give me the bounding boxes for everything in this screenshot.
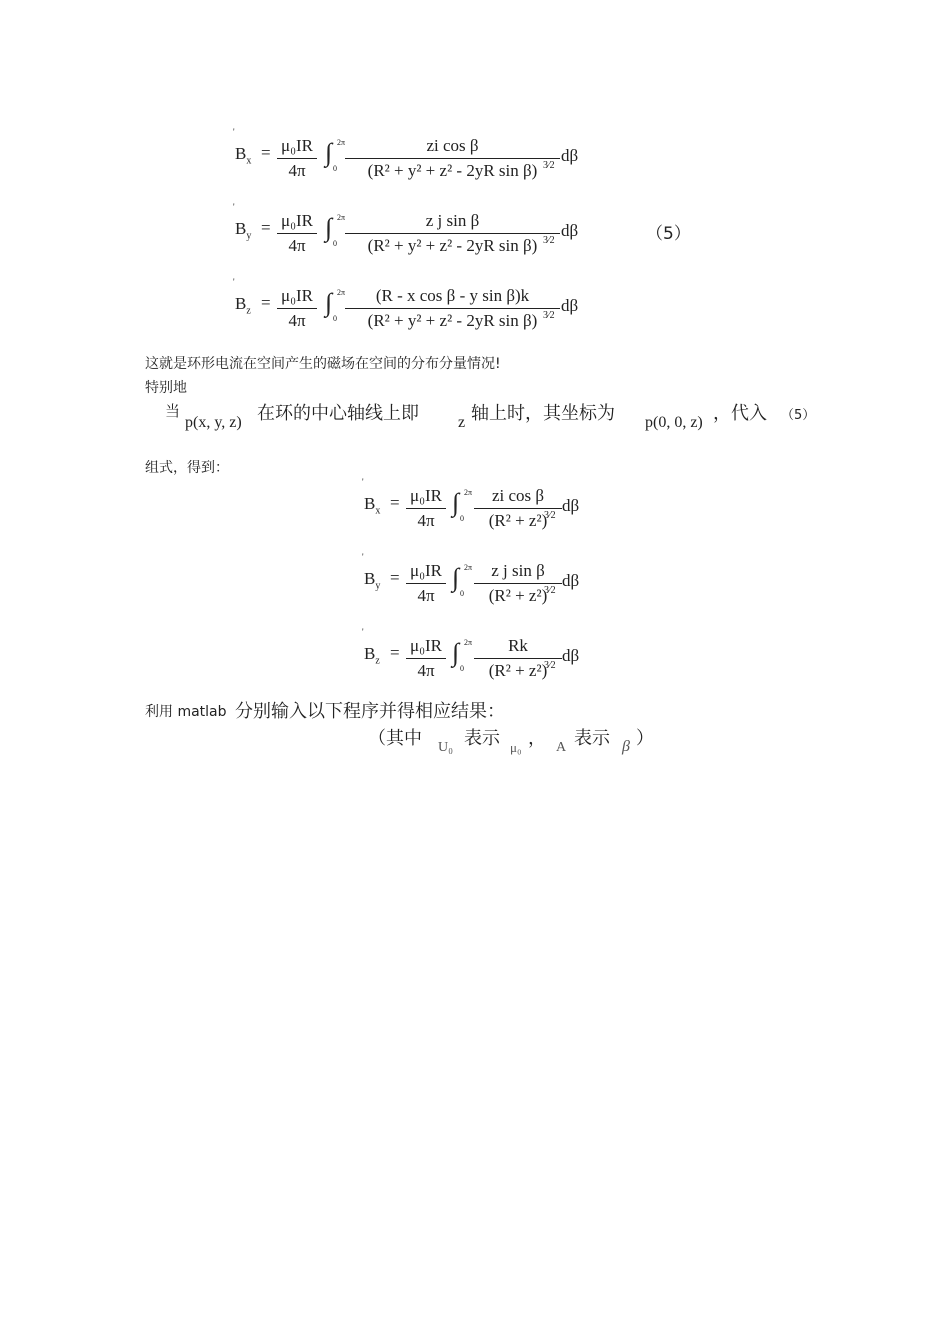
equation-by-axis <box>362 552 602 617</box>
equation-lhs: $B_x$ <box>235 144 252 167</box>
text-comma: ， <box>528 728 546 749</box>
exponent: 3⁄2 <box>543 235 555 246</box>
integral-lower-limit: 0 <box>333 164 337 173</box>
axis-z: z <box>458 414 466 431</box>
vector-mark: ' <box>233 202 235 212</box>
text-denotes-1: 表示 <box>464 728 500 749</box>
integral-sign: ∫ <box>452 563 460 592</box>
text-coordinates-are: 轴上时，其坐标为 <box>471 403 615 424</box>
equation-lhs: $B_z$ <box>235 294 251 317</box>
integral-lower-limit: 0 <box>333 239 337 248</box>
equals-sign: = <box>390 643 400 662</box>
exponent: 3⁄2 <box>543 310 555 321</box>
integral-sign: ∫ <box>452 638 460 667</box>
exponent: 3⁄2 <box>544 585 556 596</box>
equation-bz-axis <box>362 627 602 692</box>
integral-upper-limit: 2π <box>337 213 346 222</box>
symbol-u0: U₀ <box>438 740 453 755</box>
equation-bz-general <box>233 277 593 342</box>
point-p-general: p(x, y, z) <box>185 414 242 431</box>
equals-sign: = <box>261 218 271 237</box>
integrand-fraction: zi cos β (R² + z²) <box>474 486 562 531</box>
differential: dβ <box>562 646 580 665</box>
reference-eq-5: （5） <box>781 408 816 423</box>
integral-sign: ∫ <box>325 138 333 167</box>
coefficient-fraction: μ₀IR 4π <box>406 486 446 531</box>
integral-lower-limit: 0 <box>333 314 337 323</box>
text-close-paren: ） <box>636 728 654 749</box>
integral-upper-limit: 2π <box>464 638 473 647</box>
integrand-fraction: zi cos β (R² + y² + z² - 2yR sin β) <box>345 136 560 181</box>
integrand-fraction: z j sin β (R² + z²) <box>474 561 562 606</box>
coefficient-fraction: μ₀IR 4π <box>277 136 317 181</box>
vector-mark: ' <box>362 552 364 562</box>
paragraph-special: 特别地 <box>145 380 187 396</box>
vector-mark: ' <box>233 277 235 287</box>
equation-by-general <box>233 202 593 267</box>
coefficient-fraction: μ₀IR 4π <box>406 636 446 681</box>
text-on-axis: 在环的中心轴线上即 <box>257 403 419 424</box>
integral-upper-limit: 2π <box>464 563 473 572</box>
differential: dβ <box>562 571 580 590</box>
vector-mark: ' <box>362 627 364 637</box>
equals-sign: = <box>261 293 271 312</box>
vector-mark: ' <box>362 477 364 487</box>
differential: dβ <box>561 296 579 315</box>
paragraph-notation <box>368 724 668 764</box>
paragraph-matlab <box>145 697 645 725</box>
equation-bx-general <box>233 127 593 192</box>
exponent: 3⁄2 <box>544 660 556 671</box>
integral-lower-limit: 0 <box>460 664 464 673</box>
integral-sign: ∫ <box>325 288 333 317</box>
paragraph-summary: 这就是环形电流在空间产生的磁场在空间的分布分量情况! <box>145 356 501 372</box>
text-substitute: ，代入 <box>713 403 767 424</box>
exponent: 3⁄2 <box>544 510 556 521</box>
text-when: 当 <box>165 402 181 420</box>
equation-lhs: $B_y$ <box>235 219 252 242</box>
equals-sign: = <box>390 493 400 512</box>
point-p-axis: p(0, 0, z) <box>645 414 703 431</box>
integral-sign: ∫ <box>325 213 333 242</box>
text-input-programs: 分别输入以下程序并得相应结果： <box>235 701 505 722</box>
equation-lhs: $B_z$ <box>364 644 380 667</box>
integral-upper-limit: 2π <box>337 138 346 147</box>
equation-lhs: $B_y$ <box>364 569 381 592</box>
differential: dβ <box>561 146 579 165</box>
integral-lower-limit: 0 <box>460 589 464 598</box>
integrand-fraction: Rk (R² + z²) <box>474 636 562 681</box>
symbol-mu0: μ₀ <box>510 740 522 755</box>
differential: dβ <box>561 221 579 240</box>
equation-lhs: $B_x$ <box>364 494 381 517</box>
symbol-beta: β <box>622 738 630 755</box>
equals-sign: = <box>261 143 271 162</box>
equation-number: （5） <box>646 224 691 244</box>
vector-mark: ' <box>233 127 235 137</box>
text-where: （其中 <box>368 728 422 749</box>
coefficient-fraction: μ₀IR 4π <box>277 286 317 331</box>
symbol-a: A <box>556 740 567 755</box>
integral-sign: ∫ <box>452 488 460 517</box>
integrand-fraction: z j sin β (R² + y² + z² - 2yR sin β) <box>345 211 560 256</box>
integrand-fraction: (R - x cos β - y sin β)k (R² + y² + z² - 2yR sin β) <box>345 286 560 331</box>
integral-lower-limit: 0 <box>460 514 464 523</box>
paragraph-obtain: 组式，得到： <box>145 460 229 476</box>
paragraph-axis-condition <box>165 398 825 438</box>
coefficient-fraction: μ₀IR 4π <box>406 561 446 606</box>
exponent: 3⁄2 <box>543 160 555 171</box>
equation-bx-axis <box>362 477 602 542</box>
integral-upper-limit: 2π <box>464 488 473 497</box>
text-denotes-2: 表示 <box>574 728 610 749</box>
differential: dβ <box>562 496 580 515</box>
integral-upper-limit: 2π <box>337 288 346 297</box>
equals-sign: = <box>390 568 400 587</box>
coefficient-fraction: μ₀IR 4π <box>277 211 317 256</box>
text-using-matlab: 利用 matlab <box>145 704 227 720</box>
